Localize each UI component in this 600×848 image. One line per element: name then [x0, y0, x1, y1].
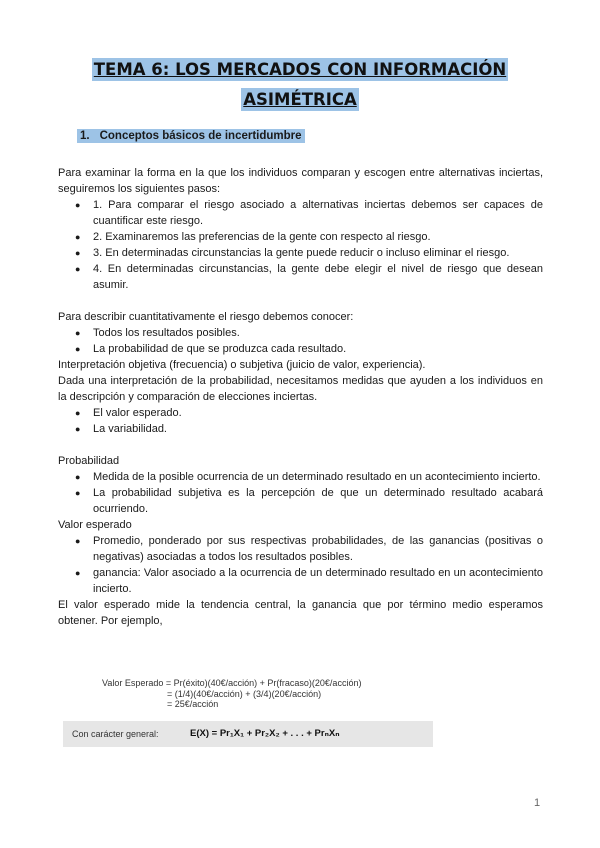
list-item: ● ganancia: Valor asociado a la ocurrencia de un determinado resultado en un acontecimiento incierto. [58, 565, 543, 597]
list-item: ● La variabilidad. [58, 421, 543, 437]
title-line-1-wrap [0, 58, 600, 81]
general-formula-box [63, 721, 433, 747]
expected-value-formula [102, 678, 361, 710]
list-item: ● El valor esperado. [58, 405, 543, 421]
formula-line-1: Valor Esperado = Pr(éxito)(40€/acción) + Pr(fracaso)(20€/acción) [102, 678, 362, 688]
probability-list [58, 469, 543, 517]
page-number: 1 [534, 797, 541, 809]
measures-paragraph: Dada una interpretación de la probabilidad, necesitamos medidas que ayuden a los individuos en la descripción y comparación de elecciones inciertas. [58, 375, 543, 403]
list-item: ● 4. En determinadas circunstancias, la gente debe elegir el nivel de riesgo que desean asumir. [58, 261, 543, 293]
intro-paragraph: Para examinar la forma en la que los individuos comparan y escogen entre alternativas inciertas, seguiremos los siguientes pasos: [58, 167, 543, 195]
section-title: Conceptos básicos de incertidumbre [99, 130, 302, 142]
title-line-2-wrap [0, 88, 600, 111]
interpretation-paragraph: Interpretación objetiva (frecuencia) o subjetiva (juicio de valor, experiencia). [58, 359, 426, 371]
list-item: ● Promedio, ponderado por sus respectivas probabilidades, de las ganancias (positivas o negativas) asociadas a todos los resultados posibles. [58, 533, 543, 565]
formula-line-3: = 25€/acción [102, 699, 219, 709]
expected-value-list [58, 533, 543, 597]
page-title-line-2: ASIMÉTRICA [243, 90, 357, 109]
probability-heading: Probabilidad [58, 455, 120, 467]
expected-value-closing: El valor esperado mide la tendencia central, la ganancia que por término medio esperamos obtener. Por ejemplo, [58, 599, 543, 627]
page-title-line-1: TEMA 6: LOS MERCADOS CON INFORMACIÓN [93, 60, 507, 79]
general-formula-label: Con carácter general: [72, 729, 159, 739]
list-item: ● 1. Para comparar el riesgo asociado a alternativas inciertas debemos ser capaces de cuantificar este riesgo. [58, 197, 543, 229]
risk-list [58, 325, 543, 357]
list-item: ● Medida de la posible ocurrencia de un determinado resultado en un acontecimiento incierto. [58, 469, 543, 485]
section-heading [77, 129, 305, 143]
body-text [58, 165, 543, 629]
risk-paragraph: Para describir cuantitativamente el riesgo debemos conocer: [58, 311, 354, 323]
list-item: ● Todos los resultados posibles. [58, 325, 543, 341]
expected-value-heading: Valor esperado [58, 519, 132, 531]
formula-line-2: = (1/4)(40€/acción) + (3/4)(20€/acción) [102, 688, 322, 699]
list-item: ● La probabilidad de que se produzca cada resultado. [58, 341, 543, 357]
steps-list [58, 197, 543, 293]
general-formula-equation: E(X) = Pr₁X₁ + Pr₂X₂ + . . . + PrₙXₙ [190, 728, 340, 739]
list-item: ● La probabilidad subjetiva es la percepción de que un determinado resultado acabará ocurriendo. [58, 485, 543, 517]
measures-list [58, 405, 543, 437]
section-number: 1. [80, 130, 90, 142]
list-item: ● 2. Examinaremos las preferencias de la gente con respecto al riesgo. [58, 229, 543, 245]
list-item: ● 3. En determinadas circunstancias la gente puede reducir o incluso eliminar el riesgo. [58, 245, 543, 261]
